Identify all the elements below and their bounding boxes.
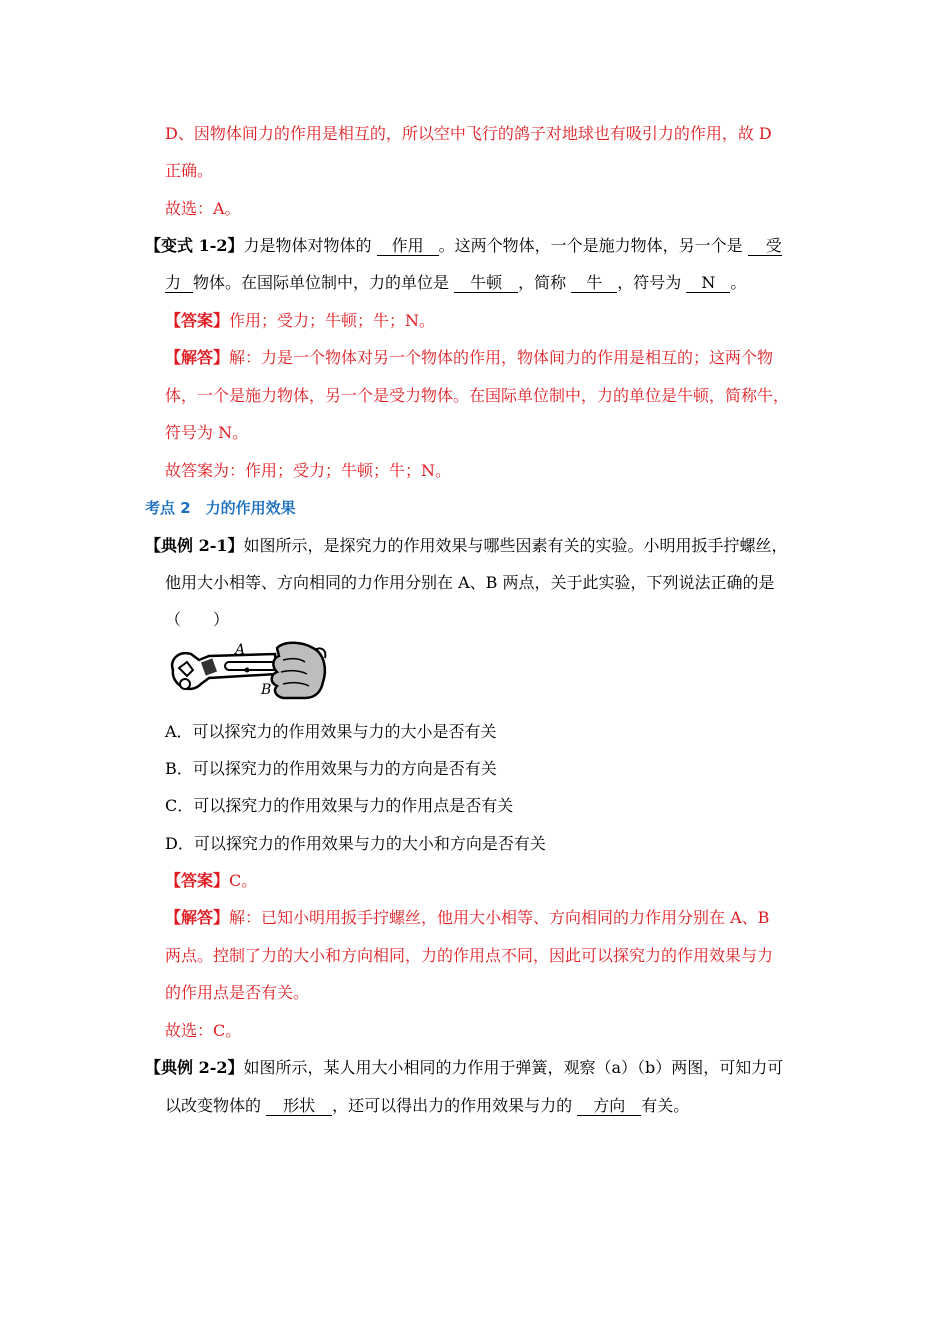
example-2-1-question-line1 [145, 536, 788, 556]
answer-text: 作用；受力；牛顿；牛；N。 [229, 311, 436, 330]
option-d-explanation-line2: 正确。 [165, 161, 214, 180]
variant-1-2-question-line1 [145, 236, 782, 256]
question-text: 。这两个物体，一个是施力物体，另一个是 [438, 236, 743, 255]
previous-conclusion: 故选：A。 [165, 199, 241, 218]
example-2-1-answer [165, 871, 257, 891]
example-2-1-conclusion: 故选：C。 [165, 1021, 242, 1040]
question-text: 。 [730, 273, 747, 292]
variant-1-2-question-line2 [165, 273, 746, 293]
option-a[interactable]: A．可以探究力的作用效果与力的大小是否有关 [165, 722, 497, 741]
answer-blank: 形状 [266, 1097, 332, 1116]
point-a-label: A [235, 642, 246, 658]
answer-tag: 【答案】 [165, 311, 230, 330]
answer-blank: 作用 [377, 237, 439, 256]
solution-text: 解：已知小明用扳手拧螺丝，他用大小相等、方向相同的力作用分别在 A、B [229, 908, 770, 927]
answer-blank: 力 [165, 274, 193, 293]
question-text: 以改变物体的 [165, 1096, 262, 1115]
variant-1-2-conclusion: 故答案为：作用；受力；牛顿；牛；N。 [165, 461, 452, 480]
option-c[interactable]: C．可以探究力的作用效果与力的作用点是否有关 [165, 796, 514, 815]
variant-1-2-solution-line2: 体，一个是施力物体，另一个是受力物体。在国际单位制中，力的单位是牛顿，简称牛， [165, 386, 790, 405]
example-2-1-solution-line3: 的作用点是否有关。 [165, 983, 310, 1002]
solution-text: 解：力是一个物体对另一个物体的作用，物体间力的作用是相互的；这两个物 [229, 348, 774, 367]
question-text: ，还可以得出力的作用效果与力的 [332, 1096, 573, 1115]
option-b[interactable]: B．可以探究力的作用效果与力的方向是否有关 [165, 759, 497, 778]
question-text: 物体。在国际单位制中，力的单位是 [193, 273, 450, 292]
example-2-2-question-line1 [145, 1058, 783, 1078]
example-2-1-question-line3: （ ） [165, 610, 230, 629]
example-2-1-solution-line1 [165, 908, 769, 928]
option-d[interactable]: D．可以探究力的作用效果与力的大小和方向是否有关 [165, 834, 546, 853]
answer-blank: 受 [748, 237, 782, 256]
solution-tag: 【解答】 [165, 348, 230, 367]
variant-tag: 【变式 1-2】 [145, 236, 244, 255]
example-2-1-question-line2: 他用大小相等、方向相同的力作用分别在 A、B 两点，关于此实验，下列说法正确的是 [165, 573, 775, 592]
point-b-label: B [261, 682, 272, 698]
answer-blank: 牛顿 [454, 274, 518, 293]
example-tag: 【典例 2-1】 [145, 536, 244, 555]
solution-tag: 【解答】 [165, 908, 230, 927]
answer-tag: 【答案】 [165, 871, 230, 890]
option-d-explanation-line1: D、因物体间力的作用是相互的，所以空中飞行的鸽子对地球也有吸引力的作用，故 D [165, 124, 772, 143]
question-text: 有关。 [641, 1096, 690, 1115]
example-tag: 【典例 2-2】 [145, 1058, 244, 1077]
question-text: ，简称 [518, 273, 567, 292]
answer-blank: 牛 [571, 274, 617, 293]
wrench-figure [165, 640, 330, 700]
question-text: ，符号为 [617, 273, 682, 292]
question-text: 力是物体对物体的 [243, 236, 372, 255]
example-2-2-question-line2 [165, 1096, 689, 1116]
wrench-illustration [165, 640, 330, 700]
variant-1-2-answer [165, 311, 435, 331]
variant-1-2-solution-line3: 符号为 N。 [165, 423, 249, 442]
question-text: 如图所示，某人用大小相同的力作用于弹簧，观察（a）（b）两图，可知力可 [243, 1058, 784, 1077]
answer-text: C。 [229, 871, 258, 890]
section-heading: 考点 2 力的作用效果 [145, 499, 296, 517]
question-text: 如图所示，是探究力的作用效果与哪些因素有关的实验。小明用扳手拧螺丝， [243, 536, 788, 555]
answer-blank: 方向 [577, 1097, 641, 1116]
variant-1-2-solution-line1 [165, 348, 773, 368]
answer-blank: N [686, 274, 730, 293]
example-2-1-solution-line2: 两点。控制了力的大小和方向相同，力的作用点不同，因此可以探究力的作用效果与力 [165, 946, 774, 965]
